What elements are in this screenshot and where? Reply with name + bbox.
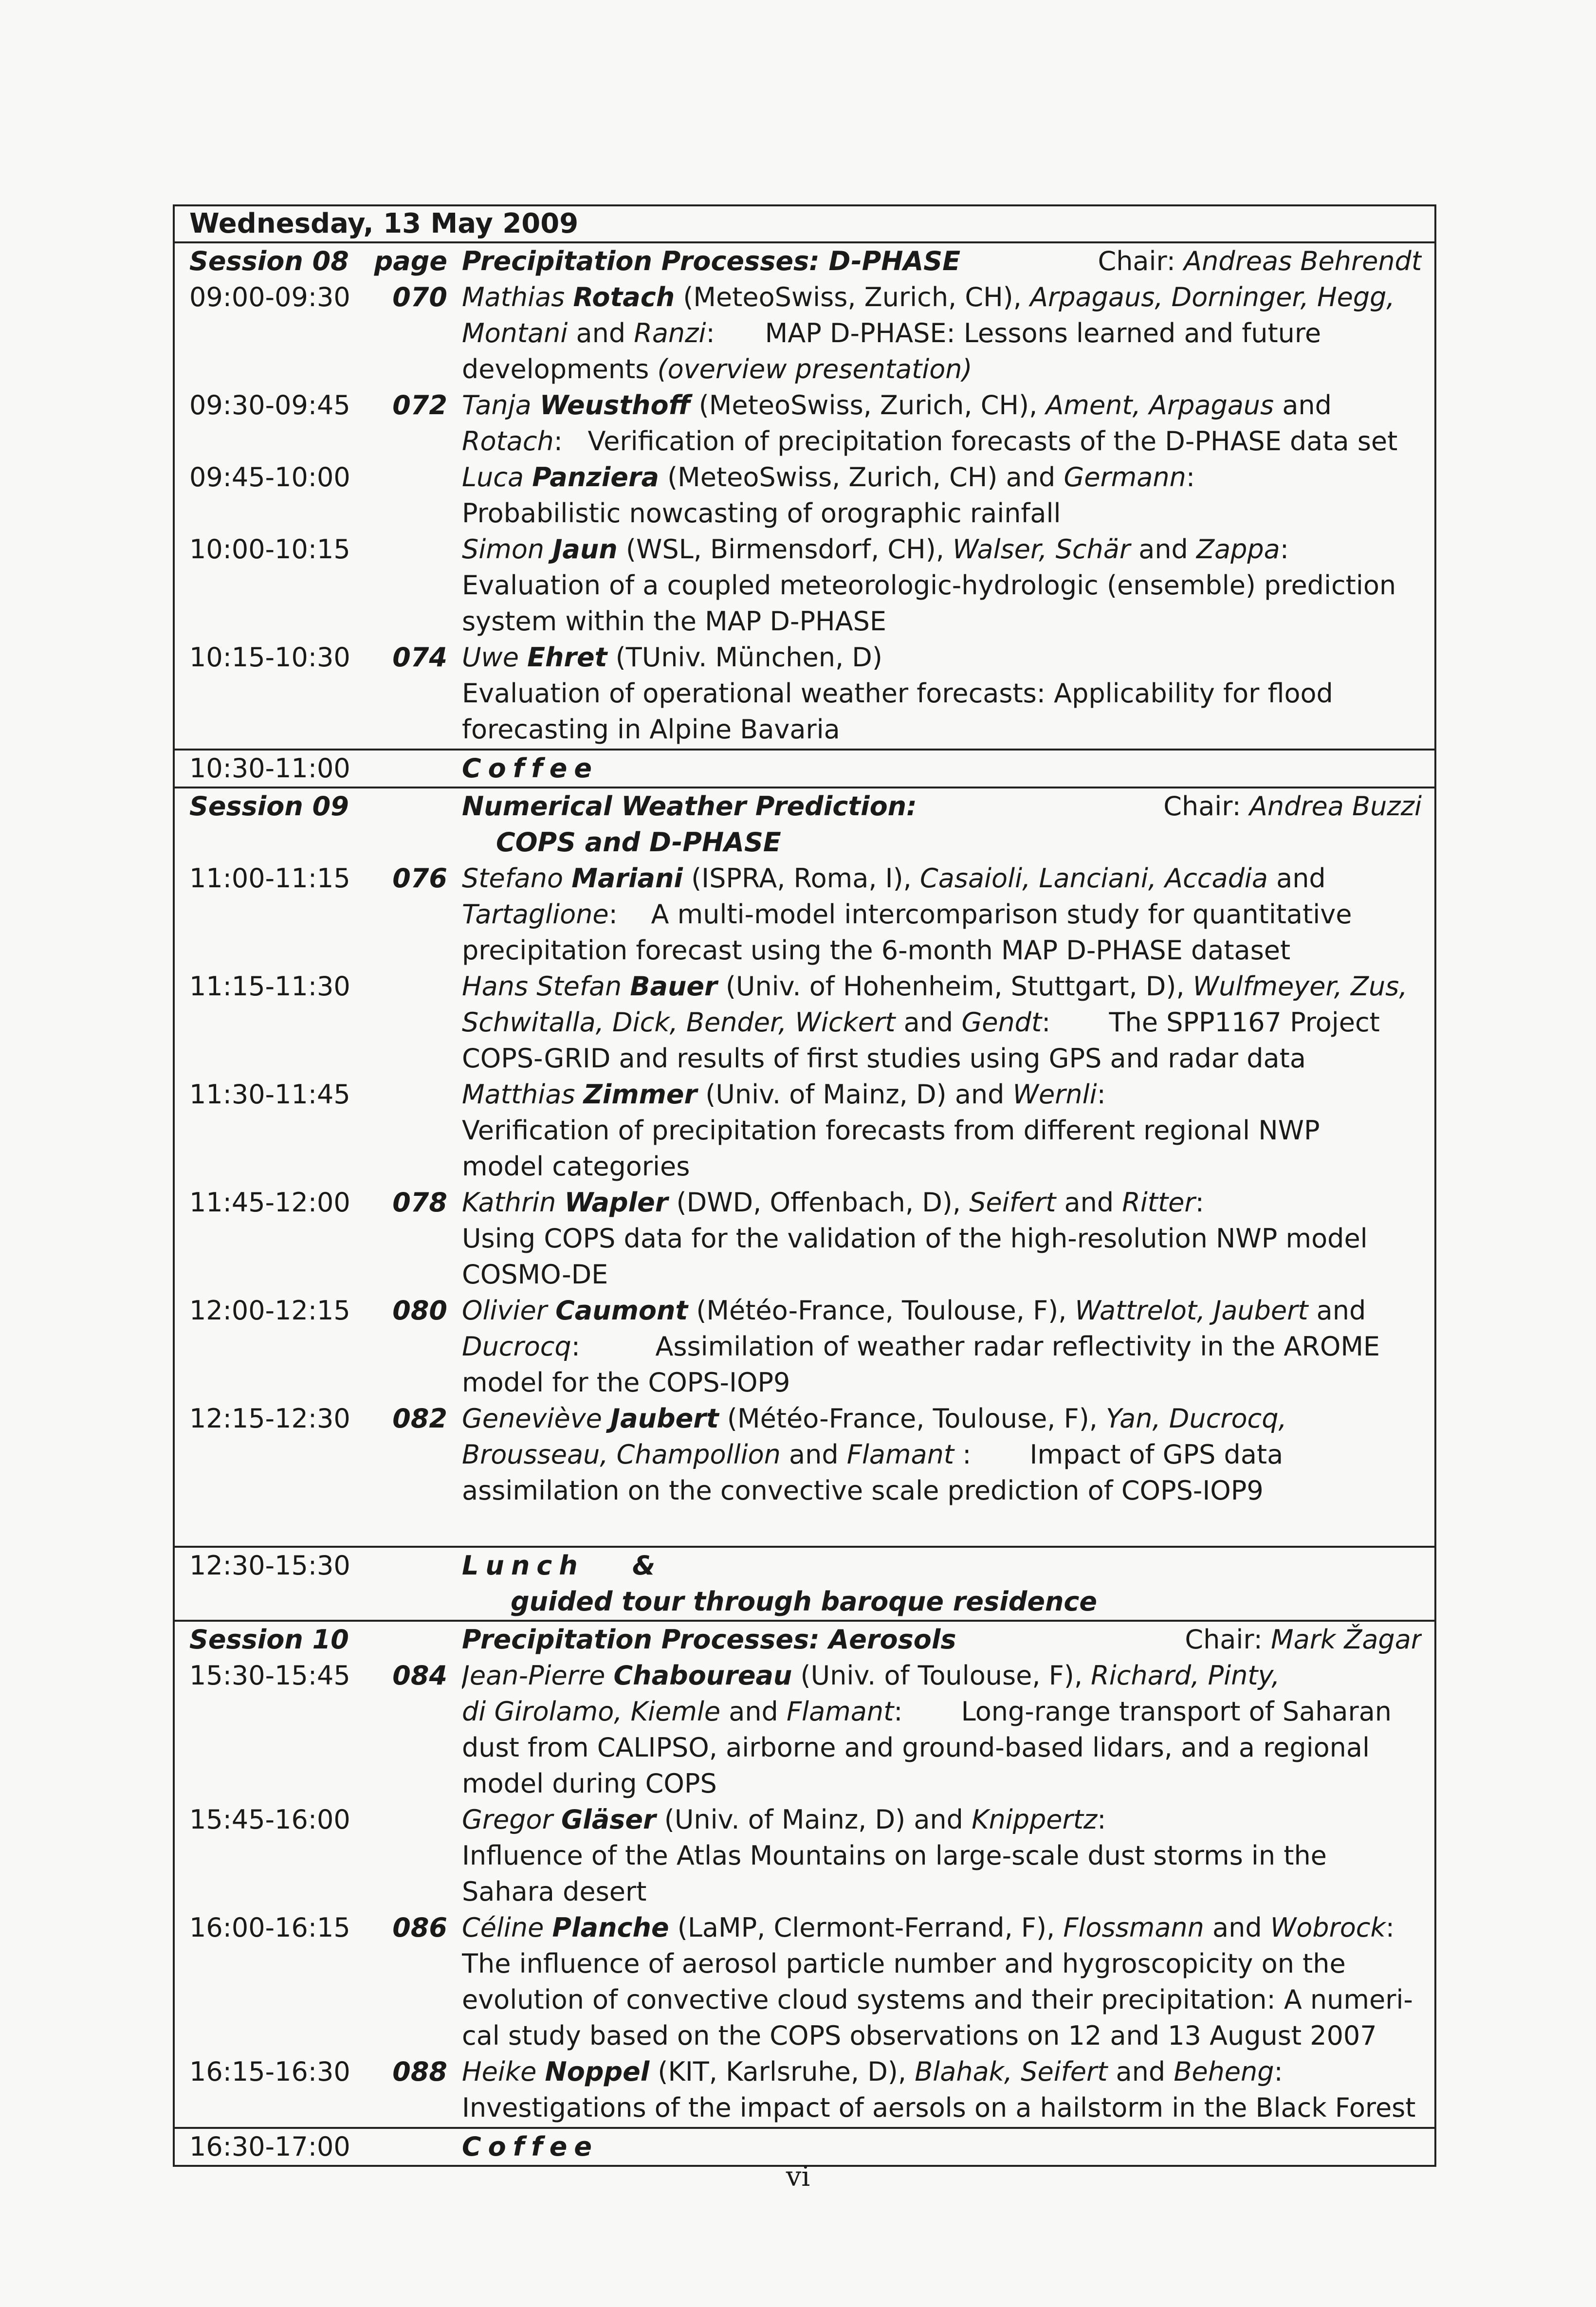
talk-text: precipitation forecast using the 6-month MAP D-PHASE dataset [462,935,1291,966]
talk-text: The influence of aerosol particle number and hygroscopicity on the [462,1948,1346,1979]
talk-text: : MAP D-PHASE: Lessons learned and future [706,318,1321,348]
session-title: Numerical Weather Prediction: [462,791,917,822]
talk-text: and [1130,534,1196,565]
talk-line [462,861,1422,897]
presenter-name: Noppel [545,2056,650,2087]
lunch-break [175,1548,1434,1622]
talk-text: Simon [462,534,553,565]
talk-text: : [1280,534,1289,565]
talk-time: 10:15-10:30 [189,642,350,673]
talk-line [462,1113,1422,1149]
talk-text: (Univ. of Mainz, D) and [697,1079,1013,1110]
talk-text: Blahak, Seifert [915,2056,1108,2087]
talk-page [365,1077,462,1185]
talk-line [462,1946,1422,1982]
talk-text: Evaluation of a coupled meteorologic-hydrologic (ensemble) prediction [462,570,1396,601]
break-label: Coffee [462,753,599,784]
talk-text: Casaioli, Lanciani, Accadia [920,863,1268,894]
talk-text: and [1056,1187,1122,1218]
session-chair: Chair: Mark Žagar [1185,1624,1422,1655]
talk-line [462,1874,1422,1910]
talk-row [175,459,1434,531]
talk-text: and [780,1439,847,1470]
talk-line [462,1329,1422,1365]
talk-text: : [1097,1079,1106,1110]
session-title: Precipitation Processes: Aerosols [462,1624,956,1655]
talk-text: Geneviève [462,1403,611,1434]
talk-text: Montani [462,318,568,348]
talk-time: 16:00-16:15 [189,1912,350,1943]
break-sublabel: guided tour through baroque residence [511,1586,1098,1617]
talk-text: (overview presentation) [657,354,972,384]
talk-text: Gendt [961,1007,1042,1038]
presenter-name: Weusthoff [539,390,691,421]
talk-line [462,640,1422,676]
talk-line [462,531,1422,568]
talk-line [462,897,1422,933]
talk-text: (Météo-France, Toulouse, F), [688,1295,1075,1326]
talk-text: (KIT, Karlsruhe, D), [649,2056,915,2087]
talk-text: COSMO-DE [462,1259,608,1290]
talk-line [462,1293,1422,1329]
talk-row [175,1658,1434,1802]
talk-text: (WSL, Birmensdorf, CH), [617,534,953,565]
talk-line [462,1658,1422,1694]
talk-text: Yan, Ducrocq, [1106,1403,1287,1434]
talk-line [462,676,1422,712]
talk-text: Olivier [462,1295,556,1326]
talk-text: : [1195,1187,1204,1218]
talk-page: 070 [392,282,447,312]
talk-text: : Assimilation of weather radar reflectivity in the AROME [571,1331,1380,1362]
talk-text: model during COPS [462,1768,717,1799]
talk-page [365,531,462,640]
talk-text: and [1308,1295,1366,1326]
talk-text: Jean-Pierre [462,1660,614,1691]
break-time: 10:30-11:00 [189,753,350,784]
talk-text: Wobrock [1270,1912,1386,1943]
talk-row [175,1185,1434,1293]
talk-time: 11:00-11:15 [189,863,350,894]
talk-line [462,1221,1422,1257]
talk-text: (Météo-France, Toulouse, F), [718,1403,1106,1434]
talk-text: : [1274,2056,1283,2087]
talk-row [175,1077,1434,1185]
talk-page: 082 [392,1403,447,1434]
talk-text: : The SPP1167 Project [1042,1007,1380,1038]
talk-text: : [1385,1912,1394,1943]
talk-time: 09:00-09:30 [189,282,350,312]
talk-text: forecasting in Alpine Bavaria [462,714,840,745]
session-header [175,243,1434,279]
talk-line [462,279,1422,315]
talk-line [462,1802,1422,1838]
session-label: Session 10 [189,1624,349,1655]
talk-text: Flamant [787,1696,894,1727]
talk-row [175,640,1434,748]
talk-line [462,495,1422,531]
talk-text: Arpagaus, Dorninger, Hegg, [1030,282,1395,312]
talk-time: 12:00-12:15 [189,1295,350,1326]
talk-text: Brousseau, Champollion [462,1439,781,1470]
talk-text: : A multi-model intercomparison study for quantitative [608,899,1352,930]
session-header [175,788,1434,861]
talk-row [175,279,1434,387]
talk-line [462,969,1422,1005]
talk-line [462,1185,1422,1221]
talk-line [462,2054,1422,2090]
talk-line [462,1910,1422,1946]
talk-text: and [1267,863,1326,894]
talk-text: Flamant [846,1439,954,1470]
talk-row [175,861,1434,969]
presenter-name: Jaun [552,534,618,565]
talk-text: (Univ. of Hohenheim, Stuttgart, D), [717,971,1193,1002]
talk-row [175,531,1434,640]
talk-page [365,969,462,1077]
talk-line [462,315,1422,351]
talk-text: Influence of the Atlas Mountains on large-scale dust storms in the [462,1840,1327,1871]
talk-text: cal study based on the COPS observations on 12 and 13 August 2007 [462,2020,1377,2051]
talk-line [462,1365,1422,1401]
coffee-break [175,751,1434,788]
talk-text: Evaluation of operational weather forecasts: Applicability for flood [462,678,1333,709]
talk-text: and [568,318,634,348]
talk-text: Flossmann [1063,1912,1204,1943]
talk-line [462,1401,1422,1437]
session-block [175,788,1434,1548]
talk-time: 11:15-11:30 [189,971,350,1002]
talk-text: : Long-range transport of Saharan [894,1696,1392,1727]
presenter-name: Panziera [532,462,659,493]
presenter-name: Bauer [630,971,717,1002]
talk-time: 11:45-12:00 [189,1187,350,1218]
talk-line [462,387,1422,423]
talk-time: 09:30-09:45 [189,390,350,421]
page-number: vi [786,2161,810,2193]
talk-text: and [1274,390,1332,421]
session-block [175,1622,1434,2129]
talk-time: 15:30-15:45 [189,1660,350,1691]
session-label: Session 08 [189,246,349,276]
talk-page [365,1802,462,1910]
talk-line [462,933,1422,969]
talk-text: Stefano [462,863,572,894]
talk-text: di Girolamo, Kiemle [462,1696,721,1727]
talk-row [175,1401,1434,1509]
talk-line [462,1257,1422,1293]
talk-row [175,1910,1434,2054]
talk-text: Using COPS data for the validation of the high-resolution NWP model [462,1223,1368,1254]
talk-text: : [1097,1804,1106,1835]
talk-text: Zappa [1196,534,1280,565]
coffee-break [175,2129,1434,2165]
talk-time: 16:15-16:30 [189,2056,350,2087]
talk-text: Rotach [462,426,554,457]
talk-text: (MeteoSwiss, Zurich, CH), [690,390,1046,421]
talk-line [462,459,1422,495]
talk-page: 084 [392,1660,447,1691]
talk-line [462,351,1422,387]
talk-text: Matthias [462,1079,584,1110]
talk-text: and [1107,2056,1174,2087]
talk-row [175,1802,1434,1910]
talk-time: 11:30-11:45 [189,1079,350,1110]
talk-text: (Univ. of Mainz, D) and [656,1804,972,1835]
talk-line [462,1005,1422,1041]
talk-text: Ament, Arpagaus [1046,390,1274,421]
talk-text: Tartaglione [462,899,609,930]
talk-text: Hans Stefan [462,971,630,1002]
talk-time: 10:00-10:15 [189,534,350,565]
talk-line [462,1982,1422,2018]
talk-text: Tanja [462,390,540,421]
talk-line [462,1149,1422,1185]
talk-text: (MeteoSwiss, Zurich, CH) and [659,462,1064,493]
presenter-name: Rotach [573,282,675,312]
talk-text: (MeteoSwiss, Zurich, CH), [675,282,1030,312]
session-chair: Chair: Andrea Buzzi [1163,791,1422,822]
talk-text: Walser, Schär [953,534,1131,565]
presenter-name: Caumont [555,1295,688,1326]
talk-text: and [895,1007,962,1038]
talk-page: 088 [392,2056,447,2087]
talk-line [462,2018,1422,2054]
presenter-name: Planche [552,1912,669,1943]
talk-text: (TUniv. München, D) [607,642,882,673]
session-label: Session 09 [189,791,349,822]
break-time: 16:30-17:00 [189,2131,350,2162]
talk-row [175,969,1434,1077]
presenter-name: Gläser [561,1804,656,1835]
presenter-name: Jaubert [610,1403,719,1434]
talk-text: : Impact of GPS data [954,1439,1284,1470]
talk-row [175,2054,1434,2126]
talk-line [462,1694,1422,1730]
talk-line [462,1473,1422,1509]
talk-text: model for the COPS-IOP9 [462,1367,790,1398]
talk-text: : [1186,462,1195,493]
talk-text: (LaMP, Clermont-Ferrand, F), [669,1912,1064,1943]
talk-line [462,423,1422,459]
talk-text: Ritter [1122,1187,1195,1218]
session-subtitle: COPS and D-PHASE [496,827,781,858]
talk-text: Richard, Pinty, [1091,1660,1280,1691]
talk-line [462,568,1422,604]
break-time: 12:30-15:30 [189,1550,350,1581]
presenter-name: Mariani [571,863,683,894]
talk-page: 074 [392,642,447,673]
talk-text: Investigations of the impact of aersols on a hailstorm in the Black Forest [462,2092,1416,2123]
talk-text: Gregor [462,1804,561,1835]
talk-time: 15:45-16:00 [189,1804,350,1835]
talk-line [462,712,1422,748]
talk-text: Heike [462,2056,545,2087]
talk-text: (Univ. of Toulouse, F), [792,1660,1091,1691]
talk-text: assimilation on the convective scale prediction of COPS-IOP9 [462,1475,1264,1506]
break-label: Coffee [462,2131,599,2162]
talk-text: (ISPRA, Roma, I), [682,863,920,894]
talk-text: Wulfmeyer, Zus, [1192,971,1408,1002]
session-title: Precipitation Processes: D-PHASE [462,246,961,276]
talk-text: Wernli [1012,1079,1097,1110]
talk-text: Verification of precipitation forecasts from different regional NWP [462,1115,1320,1146]
session-block [175,243,1434,751]
talk-page: 080 [392,1295,447,1326]
talk-line [462,2090,1422,2126]
talk-line [462,1838,1422,1874]
page-column-label: page [374,246,447,276]
talk-text: model categories [462,1151,690,1182]
talk-page: 078 [392,1187,447,1218]
talk-text: dust from CALIPSO, airborne and ground-based lidars, and a regional [462,1732,1370,1763]
talk-text: Mathias [462,282,573,312]
presenter-name: Wapler [564,1187,668,1218]
talk-page: 072 [392,390,447,421]
talk-text: (DWD, Offenbach, D), [668,1187,970,1218]
talk-line [462,1766,1422,1802]
talk-row [175,1293,1434,1401]
schedule-table [173,204,1436,2167]
talk-text: system within the MAP D-PHASE [462,606,886,637]
talk-line [462,1041,1422,1077]
presenter-name: Zimmer [583,1079,697,1110]
talk-text: COPS-GRID and results of first studies using GPS and radar data [462,1043,1306,1074]
talk-page: 086 [392,1912,447,1943]
talk-text: Schwitalla, Dick, Bender, Wickert [462,1007,896,1038]
talk-page [365,459,462,531]
talk-text: Probabilistic nowcasting of orographic rainfall [462,498,1061,529]
talk-row [175,387,1434,459]
talk-text: Germann [1064,462,1186,493]
talk-text: Céline [462,1912,552,1943]
talk-text: Knippertz [972,1804,1098,1835]
talk-line [462,1730,1422,1766]
break-label: Lunch & [462,1550,662,1581]
talk-text: and [720,1696,787,1727]
talk-text: Luca [462,462,532,493]
talk-text: Seifert [969,1187,1056,1218]
talk-text: Wattrelot, Jaubert [1075,1295,1308,1326]
presenter-name: Ehret [527,642,607,673]
talk-text: Sahara desert [462,1876,647,1907]
session-header [175,1622,1434,1658]
talk-line [462,1077,1422,1113]
talk-line [462,604,1422,640]
talk-text: Beheng [1174,2056,1274,2087]
talk-text: evolution of convective cloud systems and their precipitation: A numeri- [462,1984,1413,2015]
talk-text: Kathrin [462,1187,565,1218]
talk-text: Uwe [462,642,528,673]
presenter-name: Chaboureau [613,1660,792,1691]
talk-text: developments [462,354,658,384]
talk-page: 076 [392,863,447,894]
talk-text: and [1204,1912,1270,1943]
talk-text: Ranzi [634,318,706,348]
talk-text: Ducrocq [462,1331,571,1362]
day-header: Wednesday, 13 May 2009 [175,206,1434,243]
session-chair: Chair: Andreas Behrendt [1098,246,1422,276]
talk-line [462,1437,1422,1473]
talk-time: 12:15-12:30 [189,1403,350,1434]
talk-text: : Verification of precipitation forecasts of the D-PHASE data set [553,426,1398,457]
talk-time: 09:45-10:00 [189,462,350,493]
